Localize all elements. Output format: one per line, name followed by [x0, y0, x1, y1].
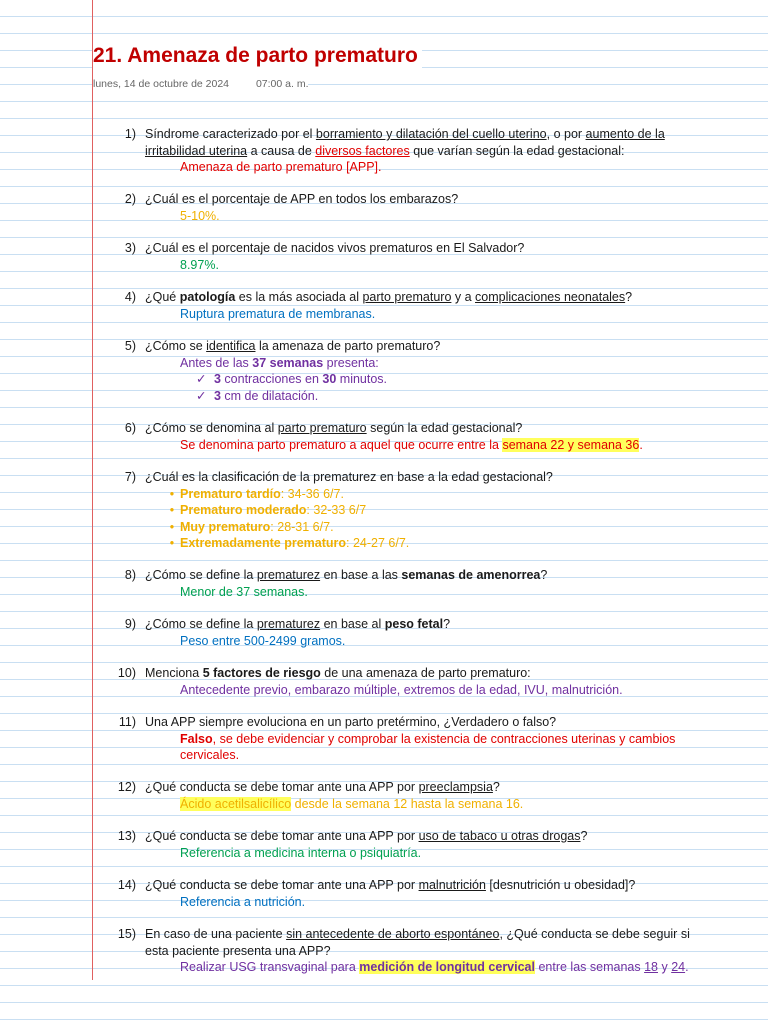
question-number: 15)	[117, 927, 136, 941]
question-text: ¿Qué conducta se debe tomar ante una APP por malnutrición [desnutrición u obesidad]?	[145, 878, 636, 892]
question-text: ¿Qué patología es la más asociada al parto prematuro y a complicaciones neonatales?	[145, 290, 633, 304]
question-number: 6)	[124, 421, 136, 435]
question-2	[110, 191, 710, 224]
question-15	[110, 926, 710, 976]
question-text: ¿Cómo se identifica la amenaza de parto prematuro?	[145, 339, 441, 353]
page-title: 21. Amenaza de parto prematuro	[93, 44, 422, 68]
question-text: Síndrome caracterizado por el borramiento y dilatación del cuello uterino, o por aumento de la irritabilidad uterina a causa de diversos factores que varían según la edad gestacional:	[145, 127, 665, 158]
question-4	[110, 289, 710, 322]
question-text: ¿Cuál es el porcentaje de nacidos vivos prematuros en El Salvador?	[145, 241, 525, 255]
question-text: ¿Qué conducta se debe tomar ante una APP por uso de tabaco u otras drogas?	[145, 829, 588, 843]
list-item: • Muy prematuro: 28-31 6/7.	[164, 519, 710, 536]
bullet-icon: •	[169, 503, 175, 517]
question-number: 4)	[124, 290, 136, 304]
question-1	[110, 126, 710, 176]
question-number: 12)	[117, 780, 136, 794]
notebook-margin-line	[92, 0, 93, 980]
answer: Realizar USG transvaginal para medición de longitud cervical entre las semanas 18 y 24.	[180, 960, 689, 974]
checklist-item: ✓ 3 contracciones en 30 minutos.	[196, 372, 388, 386]
question-number: 14)	[117, 878, 136, 892]
question-13	[110, 828, 710, 861]
question-text: ¿Cuál es el porcentaje de APP en todos los embarazos?	[145, 192, 459, 206]
question-11	[110, 714, 710, 764]
checkmark-icon: ✓	[196, 388, 207, 403]
question-8	[110, 567, 710, 600]
answer: Ácido acetilsalicílico desde la semana 12 hasta la semana 16.	[180, 796, 524, 811]
question-number: 11)	[118, 715, 136, 729]
question-10	[110, 665, 710, 698]
question-5	[110, 338, 710, 404]
question-3	[110, 240, 710, 273]
question-7	[110, 469, 710, 552]
list-item: • Prematuro moderado: 32-33 6/7	[164, 502, 710, 519]
question-number: 3)	[124, 241, 136, 255]
answer: Referencia a medicina interna o psiquiatría.	[180, 845, 422, 860]
answer: Referencia a nutrición.	[180, 894, 306, 909]
checkmark-icon: ✓	[196, 372, 207, 386]
answer: Ruptura prematura de membranas.	[180, 306, 376, 321]
question-number: 13)	[117, 829, 136, 843]
bullet-icon: •	[169, 486, 175, 501]
question-text: ¿Cuál es la clasificación de la prematurez en base a la edad gestacional?	[145, 470, 553, 484]
answer: Peso entre 500-2499 gramos.	[180, 633, 346, 648]
question-number: 2)	[124, 192, 136, 206]
page-meta	[93, 78, 308, 90]
question-text: En caso de una paciente sin antecedente de aborto espontáneo, ¿Qué conducta se debe seguir si esta paciente presenta una APP?	[145, 927, 690, 958]
answer: 5-10%.	[180, 208, 220, 223]
question-number: 9)	[124, 617, 136, 631]
checklist-item: ✓ 3 cm de dilatación.	[196, 388, 319, 403]
question-number: 1)	[124, 127, 136, 141]
question-9	[110, 616, 710, 649]
question-text: Menciona 5 factores de riesgo de una amenaza de parto prematuro:	[145, 666, 531, 680]
answer: Amenaza de parto prematuro [APP].	[180, 160, 382, 174]
list-item: • Extremadamente prematuro: 24-27 6/7.	[164, 535, 710, 552]
answer: 8.97%.	[180, 257, 219, 272]
answer: Antecedente previo, embarazo múltiple, extremos de la edad, IVU, malnutrición.	[180, 682, 623, 697]
question-text: ¿Cómo se define la prematurez en base al peso fetal?	[145, 617, 451, 631]
answer: Se denomina parto prematuro a aquel que ocurre entre la semana 22 y semana 36.	[180, 437, 643, 452]
answer: Menor de 37 semanas.	[180, 584, 308, 599]
page-time: 07:00 a. m.	[255, 78, 309, 90]
question-number: 8)	[124, 568, 136, 582]
question-number: 10)	[117, 666, 136, 680]
question-number: 7)	[124, 470, 136, 484]
page-date: lunes, 14 de octubre de 2024	[93, 78, 230, 90]
question-14	[110, 877, 710, 910]
bullet-icon: •	[169, 519, 175, 534]
answer: Falso, se debe evidenciar y comprobar la existencia de contracciones uterinas y cambios cervicales.	[180, 731, 676, 762]
question-6	[110, 420, 710, 453]
question-12	[110, 779, 710, 812]
question-text: ¿Cómo se denomina al parto prematuro según la edad gestacional?	[145, 421, 523, 435]
question-number: 5)	[124, 339, 136, 353]
answer: Antes de las 37 semanas presenta:	[180, 355, 379, 370]
question-text: ¿Qué conducta se debe tomar ante una APP por preeclampsia?	[145, 780, 500, 794]
bullet-icon: •	[169, 536, 175, 550]
question-text: Una APP siempre evoluciona en un parto pretérmino, ¿Verdadero o falso?	[145, 715, 557, 729]
question-text: ¿Cómo se define la prematurez en base a las semanas de amenorrea?	[145, 568, 548, 582]
list-item: • Prematuro tardío: 34-36 6/7.	[164, 486, 710, 503]
